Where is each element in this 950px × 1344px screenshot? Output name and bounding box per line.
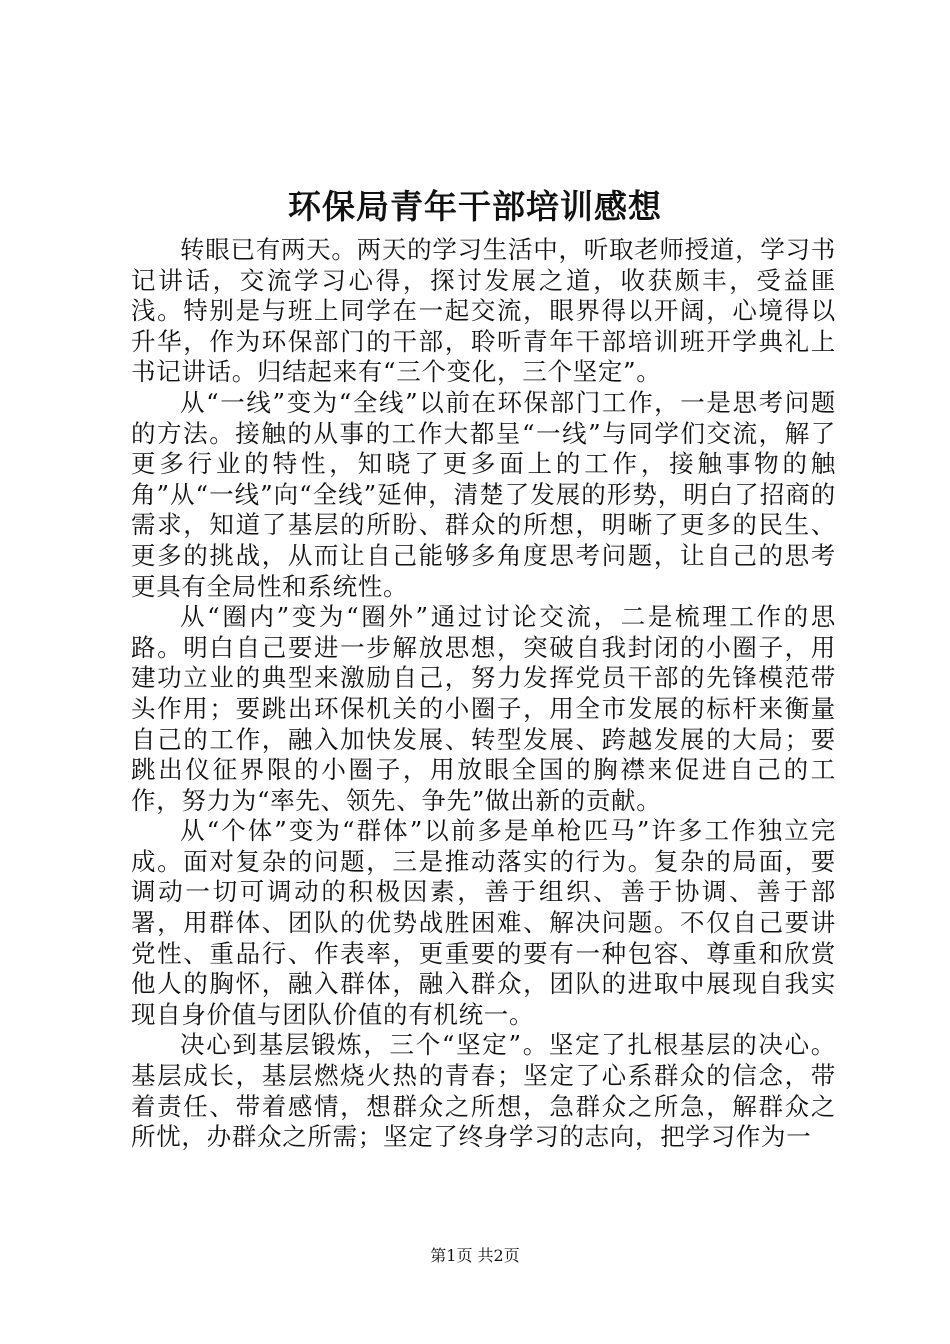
document-body — [131, 235, 836, 1153]
body-paragraph-1: 转眼已有两天。两天的学习生活中，听取老师授道，学习书记讲话，交流学习心得，探讨发展之道，收获颇丰，受益匪浅。特别是与班上同学在一起交流，眼界得以开阔，心境得以升华，作为环保部门的干部，聆听青年干部培训班开学典礼上书记讲话。归结起来有“三个变化，三个坚定”。 — [131, 235, 836, 387]
body-paragraph-5: 决心到基层锻炼，三个“坚定”。坚定了扎根基层的决心。基层成长，基层燃烧火热的青春；坚定了心系群众的信念，带着责任、带着感情，想群众之所想，急群众之所急，解群众之所忧，办群众之所需；坚定了终身学习的志向，把学习作为一 — [131, 1030, 836, 1152]
body-paragraph-4: 从“个体”变为“群体”以前多是单枪匹马”许多工作独立完成。面对复杂的问题，三是推动落实的行为。复杂的局面，要调动一切可调动的积极因素，善于组织、善于协调、善于部署，用群体、团队的优势战胜困难、解决问题。不仅自己要讲党性、重品行、作表率，更重要的要有一种包容、尊重和欣赏他人的胸怀，融入群体，融入群众，团队的进取中展现自我实现自身价值与团队价值的有机统一。 — [131, 816, 836, 1029]
body-paragraph-2: 从“一线”变为“全线”以前在环保部门工作，一是思考问题的方法。接触的从事的工作大都呈“一线”与同学们交流，解了更多行业的特性，知晓了更多面上的工作，接触事物的触角”从“一线”向“全线”延伸，清楚了发展的形势，明白了招商的需求，知道了基层的所盼、群众的所想，明晰了更多的民生、更多的挑战，从而让自己能够多角度思考问题，让自己的思考更具有全局性和系统性。 — [131, 387, 836, 601]
page-number-footer: 第1页 共2页 — [430, 1246, 520, 1265]
document-title: 环保局青年干部培训感想 — [288, 187, 662, 226]
body-paragraph-3: 从“圈内”变为“圈外”通过讨论交流，二是梳理工作的思路。明白自己要进一步解放思想，突破自我封闭的小圈子，用建功立业的典型来激励自己，努力发挥党员干部的先锋模范带头作用；要跳出环保机关的小圈子，用全市发展的标杆来衡量自己的工作，融入加快发展、转型发展、跨越发展的大局；要跳出仪征界限的小圈子，用放眼全国的胸襟来促进自己的工作，努力为“率先、领先、争先”做出新的贡献。 — [131, 602, 836, 815]
